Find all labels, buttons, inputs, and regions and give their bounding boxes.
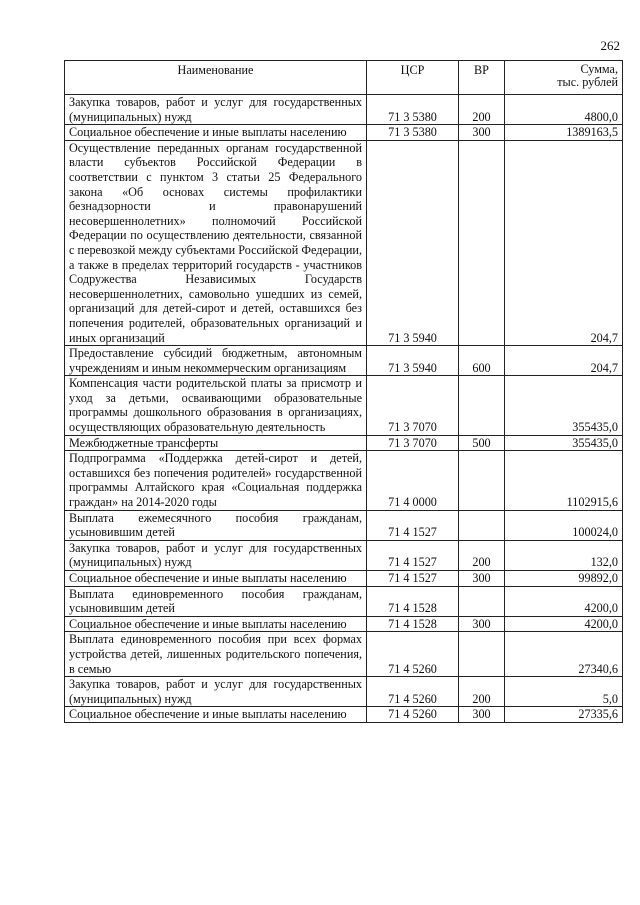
row-name: Социальное обеспечение и иные выплаты населению [65,125,367,141]
row-vr: 200 [459,540,505,570]
row-name: Закупка товаров, работ и услуг для государственных (муниципальных) нужд [65,540,367,570]
header-vr: ВР [459,61,505,95]
row-sum: 99892,0 [505,571,623,587]
row-name: Социальное обеспечение и иные выплаты населению [65,707,367,723]
row-csr: 71 4 1527 [367,571,459,587]
row-name: Осуществление переданных органам государственной власти субъектов Российской Федерации в соответствии с пунктом 3 статьи 25 Федерального закона «Об основах системы профилактики безнадзорности и правонарушений несовершеннолетних» полномочий Российской Федерации по осуществлению деятельности, связанной с перевозкой между субъектами Российской Федерации, а также в пределах территорий государств - участников Содружества Независимых Государств несовершеннолетних, самовольно ушедших из семей, организаций для детей-сирот и детей, оставшихся без попечения родителей, образовательных организаций и иных организаций [65,140,367,345]
row-csr: 71 3 7070 [367,376,459,435]
row-csr: 71 3 5940 [367,140,459,345]
row-name: Межбюджетные трансферты [65,435,367,451]
row-vr [459,451,505,510]
row-sum: 27340,6 [505,632,623,677]
row-sum: 204,7 [505,346,623,376]
row-sum: 1102915,6 [505,451,623,510]
row-vr [459,140,505,345]
row-vr: 300 [459,125,505,141]
table-row [65,707,623,723]
table-row [65,376,623,435]
table-row [65,435,623,451]
table-row [65,632,623,677]
row-sum: 4800,0 [505,95,623,125]
row-sum: 132,0 [505,540,623,570]
table-row [65,540,623,570]
row-name: Компенсация части родительской платы за присмотр и уход за детьми, осваивающими образовательные программы дошкольного образования в организациях, осуществляющих образовательную деятельность [65,376,367,435]
header-sum-line1: Сумма, [580,62,618,76]
row-sum: 355435,0 [505,435,623,451]
row-sum: 4200,0 [505,586,623,616]
table-header-row [65,61,623,95]
row-name: Закупка товаров, работ и услуг для государственных (муниципальных) нужд [65,677,367,707]
row-csr: 71 4 1528 [367,586,459,616]
row-name: Социальное обеспечение и иные выплаты населению [65,616,367,632]
row-name: Выплата единовременного пособия гражданам, усыновившим детей [65,586,367,616]
row-name: Выплата единовременного пособия при всех формах устройства детей, лишенных родительского попечения, в семью [65,632,367,677]
row-vr: 300 [459,616,505,632]
row-sum: 4200,0 [505,616,623,632]
row-sum: 355435,0 [505,376,623,435]
header-name: Наименование [65,61,367,95]
table-row [65,571,623,587]
row-name: Закупка товаров, работ и услуг для государственных (муниципальных) нужд [65,95,367,125]
budget-table [64,60,623,723]
row-csr: 71 4 0000 [367,451,459,510]
row-csr: 71 4 1527 [367,510,459,540]
row-csr: 71 4 5260 [367,632,459,677]
header-sum-line2: тыс. рублей [557,75,618,89]
table-row [65,451,623,510]
row-csr: 71 4 1527 [367,540,459,570]
row-csr: 71 3 5380 [367,125,459,141]
row-vr [459,510,505,540]
row-name: Подпрограмма «Поддержка детей-сирот и детей, оставшихся без попечения родителей» государственной программы Алтайского края «Социальная поддержка граждан» на 2014-2020 годы [65,451,367,510]
row-sum: 27335,6 [505,707,623,723]
table-row [65,125,623,141]
table-row [65,95,623,125]
row-csr: 71 4 5260 [367,677,459,707]
row-vr [459,586,505,616]
row-sum: 5,0 [505,677,623,707]
row-name: Выплата ежемесячного пособия гражданам, усыновившим детей [65,510,367,540]
row-name: Предоставление субсидий бюджетным, автономным учреждениям и иным некоммерческим организациям [65,346,367,376]
row-vr: 300 [459,707,505,723]
row-csr: 71 4 5260 [367,707,459,723]
row-name: Социальное обеспечение и иные выплаты населению [65,571,367,587]
row-vr: 300 [459,571,505,587]
row-vr [459,632,505,677]
table-row [65,346,623,376]
table-row [65,616,623,632]
table-row [65,510,623,540]
row-sum: 100024,0 [505,510,623,540]
row-vr: 200 [459,95,505,125]
row-csr: 71 3 5380 [367,95,459,125]
table-row [65,677,623,707]
table-row [65,586,623,616]
row-vr: 500 [459,435,505,451]
row-csr: 71 3 7070 [367,435,459,451]
row-vr: 200 [459,677,505,707]
row-vr: 600 [459,346,505,376]
row-sum: 204,7 [505,140,623,345]
row-csr: 71 3 5940 [367,346,459,376]
row-csr: 71 4 1528 [367,616,459,632]
header-csr: ЦСР [367,61,459,95]
row-sum: 1389163,5 [505,125,623,141]
page-number: 262 [600,38,620,53]
table-row [65,140,623,345]
row-vr [459,376,505,435]
header-sum [505,61,623,95]
